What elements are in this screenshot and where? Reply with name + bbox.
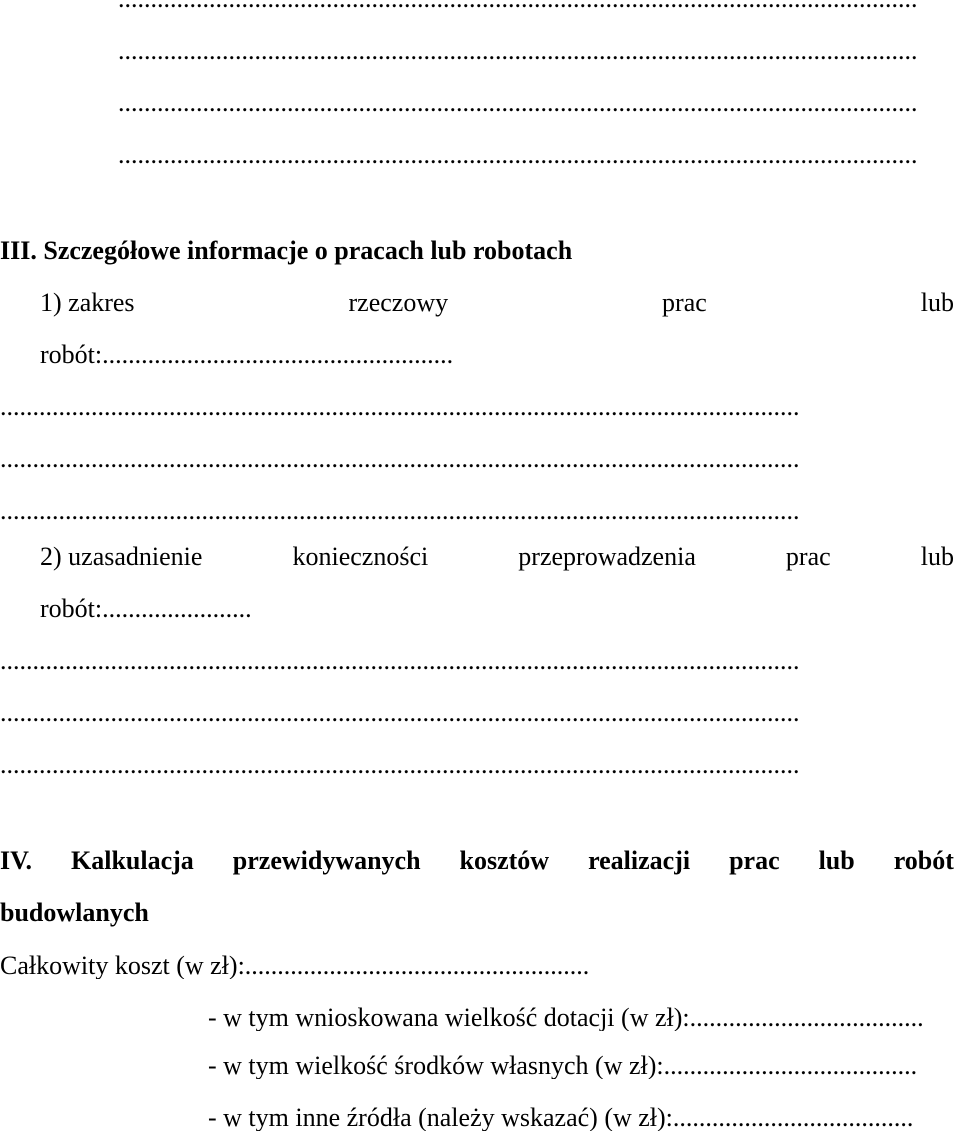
heading-word: prac	[729, 846, 780, 875]
item-1-word: lub	[920, 288, 954, 317]
item-1-continuation[interactable]: robót:......................................................	[40, 342, 454, 368]
item-1-word: prac	[662, 288, 707, 317]
heading-word: robót	[893, 846, 954, 875]
subsidy-amount-field[interactable]: - w tym wnioskowana wielkość dotacji (w zł):....................................	[208, 1005, 924, 1031]
section-heading	[0, 848, 954, 874]
item-1-word: rzeczowy	[348, 288, 449, 317]
section-heading: III. Szczegółowe informacje o pracach lub robotach	[0, 236, 573, 265]
dotted-line[interactable]: ...........................................................................................................................	[0, 700, 800, 726]
section-heading-continuation: budowlanych	[0, 898, 149, 927]
item-2-line	[40, 544, 954, 570]
heading-word: realizacji	[588, 846, 691, 875]
other-sources-field[interactable]: - w tym inne źródła (należy wskazać) (w zł):.....................................	[208, 1105, 914, 1131]
item-2-word: konieczności	[292, 542, 429, 571]
heading-word: przewidywanych	[232, 846, 421, 875]
heading-word: IV.	[0, 846, 33, 875]
item-1-word: 1) zakres	[40, 288, 135, 317]
total-cost-field[interactable]: Całkowity koszt (w zł):.....................................................	[0, 953, 590, 979]
item-2-word: prac	[785, 542, 831, 571]
dotted-line[interactable]: ...........................................................................................................................	[0, 752, 800, 778]
heading-word: lub	[818, 846, 855, 875]
dotted-line[interactable]: ...........................................................................................................................	[0, 394, 800, 420]
dotted-line[interactable]: ...........................................................................................................................	[0, 498, 800, 524]
heading-word: Kalkulacja	[71, 846, 194, 875]
item-2-continuation[interactable]: robót:.......................	[40, 596, 252, 622]
item-2-word: lub	[920, 542, 954, 571]
dotted-line: ...........................................................................................................................	[118, 142, 918, 168]
heading-word: kosztów	[459, 846, 550, 875]
dotted-line: ...........................................................................................................................	[118, 38, 918, 64]
item-2-word: 2) uzasadnienie	[40, 542, 203, 571]
item-1-line	[40, 290, 954, 316]
dotted-line[interactable]: ...........................................................................................................................	[0, 648, 800, 674]
dotted-line	[118, 0, 954, 12]
item-2-word: przeprowadzenia	[518, 542, 696, 571]
dotted-line: ...........................................................................................................................	[118, 90, 918, 116]
own-funds-field[interactable]: - w tym wielkość środków własnych (w zł):.......................................	[208, 1053, 918, 1079]
dotted-line[interactable]: ...........................................................................................................................	[0, 446, 800, 472]
